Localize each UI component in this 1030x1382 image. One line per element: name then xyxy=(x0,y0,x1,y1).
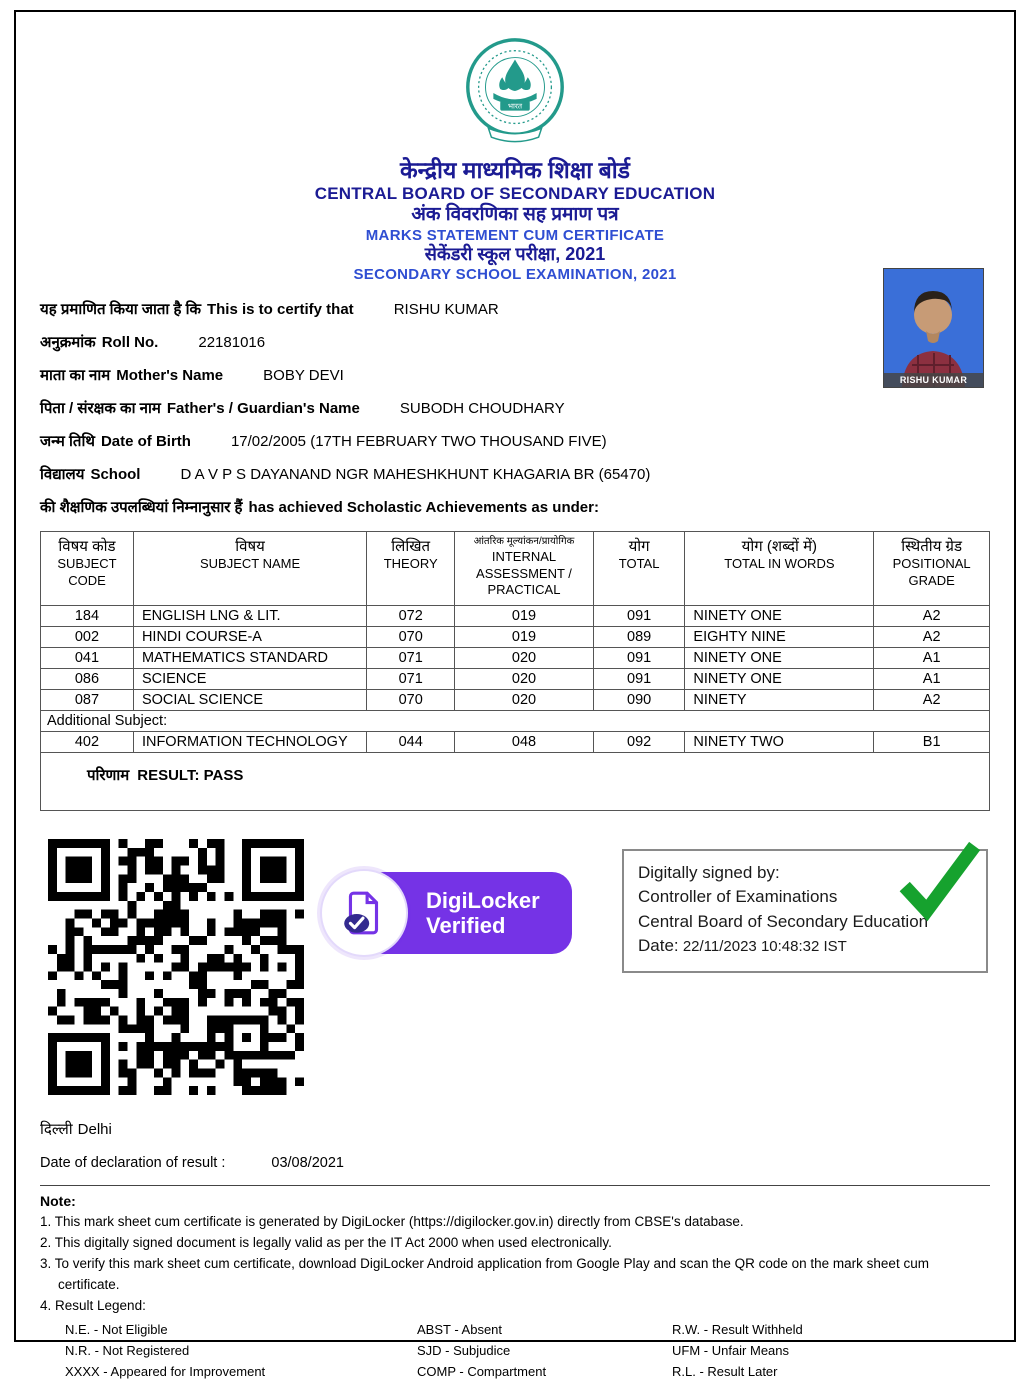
header-internal: आंतरिक मूल्यांकन/प्रायोगिक INTERNAL ASSESSMENT / PRACTICAL xyxy=(455,532,594,606)
total-cell: 091 xyxy=(593,648,685,669)
table-row xyxy=(41,690,990,711)
place-line xyxy=(40,1119,990,1139)
school-label-english: School xyxy=(90,466,141,484)
internal-cell: 020 xyxy=(455,648,594,669)
roll-label-english: Roll No. xyxy=(101,334,159,352)
grade-cell: B1 xyxy=(874,732,990,753)
total-cell: 092 xyxy=(593,732,685,753)
total-words-cell: NINETY TWO xyxy=(685,732,874,753)
note-item: 3. To verify this mark sheet cum certificate, download DigiLocker Android application from Google Play and scan the QR code on the mark sheet cum certificate. xyxy=(40,1256,929,1293)
result-legend xyxy=(65,1319,990,1382)
mother-label-english: Mother's Name xyxy=(116,367,224,385)
theory-cell: 070 xyxy=(367,627,455,648)
subject-code-cell: 041 xyxy=(41,648,134,669)
achievement-row xyxy=(40,497,990,517)
legend-column-3 xyxy=(672,1319,803,1382)
signer-title: Controller of Examinations xyxy=(638,887,838,907)
legend-item: N.E. - Not Eligible xyxy=(65,1321,168,1337)
school-row xyxy=(40,464,990,484)
father-label-english: Father's / Guardian's Name xyxy=(166,400,360,418)
header-subject-name: विषय SUBJECT NAME xyxy=(133,532,366,606)
digilocker-badge-line1: DigiLocker xyxy=(426,888,540,914)
subject-name-cell: HINDI COURSE-A xyxy=(133,627,366,648)
father-label-hindi: पिता / संरक्षक का नाम xyxy=(40,400,161,418)
certify-label-hindi: यह प्रमाणित किया जाता है कि xyxy=(40,301,201,319)
header-total: योग TOTAL xyxy=(593,532,685,606)
header-grade: स्थितीय ग्रेड POSITIONAL GRADE xyxy=(874,532,990,606)
internal-cell: 020 xyxy=(455,669,594,690)
student-name-value: RISHU KUMAR xyxy=(393,301,499,319)
place-hindi: दिल्ली xyxy=(40,1121,73,1139)
roll-row xyxy=(40,332,990,352)
table-row xyxy=(41,648,990,669)
subject-name-cell: SOCIAL SCIENCE xyxy=(133,690,366,711)
subject-name-cell: MATHEMATICS STANDARD xyxy=(133,648,366,669)
subject-code-cell: 402 xyxy=(41,732,134,753)
internal-cell: 019 xyxy=(455,606,594,627)
declaration-date-value: 03/08/2021 xyxy=(271,1155,344,1172)
digilocker-verified-badge xyxy=(320,869,572,957)
subject-code-cell: 086 xyxy=(41,669,134,690)
signer-org: Central Board of Secondary Education xyxy=(638,911,929,931)
student-photo xyxy=(883,268,984,388)
grade-cell: A1 xyxy=(874,648,990,669)
dob-label-english: Date of Birth xyxy=(100,433,191,451)
legend-item: R.W. - Result Withheld xyxy=(672,1321,803,1337)
grade-cell: A2 xyxy=(874,627,990,648)
qr-code xyxy=(48,839,304,1095)
theory-cell: 072 xyxy=(367,606,455,627)
school-label-hindi: विद्यालय xyxy=(40,466,85,484)
header-subject-code: विषय कोड SUBJECT CODE xyxy=(41,532,134,606)
certify-label-english: This is to certify that xyxy=(206,301,354,319)
total-cell: 091 xyxy=(593,669,685,690)
result-row xyxy=(41,753,990,811)
subject-code-cell: 184 xyxy=(41,606,134,627)
subject-code-cell: 002 xyxy=(41,627,134,648)
sign-date-value: 22/11/2023 10:48:32 IST xyxy=(682,937,847,955)
student-details xyxy=(40,299,990,517)
exam-title-hindi: सेकेंडरी स्कूल परीक्षा, 2021 xyxy=(424,244,606,265)
signature-valid-check-icon xyxy=(890,835,982,932)
sign-date-label: Date: xyxy=(638,935,679,955)
table-row xyxy=(41,732,990,753)
digilocker-badge-line2: Verified xyxy=(426,913,506,939)
note-item: 4. Result Legend: xyxy=(40,1298,146,1314)
dob-value: 17/02/2005 (17TH FEBRUARY TWO THOUSAND FIVE) xyxy=(230,433,607,451)
internal-cell: 048 xyxy=(455,732,594,753)
total-cell: 091 xyxy=(593,606,685,627)
roll-number-value: 22181016 xyxy=(198,334,266,352)
mother-label-hindi: माता का नाम xyxy=(40,367,111,385)
achievement-label-hindi: की शैक्षणिक उपलब्धियां निम्नानुसार हैं xyxy=(40,499,243,517)
legend-item: COMP - Compartment xyxy=(417,1364,547,1380)
dob-row xyxy=(40,431,990,451)
subject-name-cell: SCIENCE xyxy=(133,669,366,690)
total-words-cell: NINETY ONE xyxy=(685,606,874,627)
legend-column-2 xyxy=(417,1319,672,1382)
note-item: 1. This mark sheet cum certificate is generated by DigiLocker (https://digilocker.gov.in) directly from CBSE's database. xyxy=(40,1214,744,1230)
grade-cell: A2 xyxy=(874,606,990,627)
table-header-row xyxy=(41,532,990,606)
additional-subject-label: Additional Subject: xyxy=(41,711,990,732)
legend-item: N.R. - Not Registered xyxy=(65,1343,190,1359)
father-row xyxy=(40,398,990,418)
doc-title-hindi: अंक विवरणिका सह प्रमाण पत्र xyxy=(411,204,619,226)
table-row xyxy=(41,627,990,648)
legend-item: R.L. - Result Later xyxy=(672,1364,778,1380)
mother-row xyxy=(40,365,990,385)
total-words-cell: NINETY xyxy=(685,690,874,711)
digilocker-doc-icon xyxy=(320,869,408,957)
achievement-label-english: has achieved Scholastic Achievements as under: xyxy=(248,499,599,517)
subject-code-cell: 087 xyxy=(41,690,134,711)
additional-subject-label-row xyxy=(41,711,990,732)
note-title: Note: xyxy=(40,1193,76,1210)
digital-signature-box xyxy=(622,849,988,973)
result-label-hindi: परिणाम xyxy=(87,767,130,785)
legend-item: XXXX - Appeared for Improvement xyxy=(65,1364,266,1380)
internal-cell: 020 xyxy=(455,690,594,711)
total-words-cell: NINETY ONE xyxy=(685,648,874,669)
legend-item: ABST - Absent xyxy=(417,1321,503,1337)
father-name-value: SUBODH CHOUDHARY xyxy=(399,400,565,418)
page-frame xyxy=(14,10,1016,1380)
mother-name-value: BOBY DEVI xyxy=(263,367,344,385)
legend-column-1 xyxy=(65,1319,417,1382)
total-cell: 089 xyxy=(593,627,685,648)
roll-label-hindi: अनुक्रमांक xyxy=(40,334,96,352)
header-theory: लिखित THEORY xyxy=(367,532,455,606)
cbse-logo-icon xyxy=(456,32,574,155)
doc-title-english: MARKS STATEMENT CUM CERTIFICATE xyxy=(365,226,665,244)
theory-cell: 044 xyxy=(367,732,455,753)
declaration-row xyxy=(40,1155,990,1171)
theory-cell: 071 xyxy=(367,669,455,690)
dob-label-hindi: जन्म तिथि xyxy=(40,433,95,451)
subject-name-cell: INFORMATION TECHNOLOGY xyxy=(133,732,366,753)
verification-section xyxy=(40,839,990,1107)
grade-cell: A1 xyxy=(874,669,990,690)
table-row xyxy=(41,606,990,627)
school-value: D A V P S DAYANAND NGR MAHESHKHUNT KHAGARIA BR (65470) xyxy=(180,466,651,484)
internal-cell: 019 xyxy=(455,627,594,648)
marks-table xyxy=(40,531,990,811)
board-name-hindi: केन्द्रीय माध्यमिक शिक्षा बोर्ड xyxy=(400,157,630,183)
note-item: 2. This digitally signed document is legally valid as per the IT Act 2000 when used electronically. xyxy=(40,1235,612,1251)
signed-by-label: Digitally signed by: xyxy=(638,863,780,883)
certificate-header xyxy=(40,32,990,283)
grade-cell: A2 xyxy=(874,690,990,711)
theory-cell: 071 xyxy=(367,648,455,669)
board-name-english: CENTRAL BOARD OF SECONDARY EDUCATION xyxy=(314,184,716,204)
legend-item: UFM - Unfair Means xyxy=(672,1343,790,1359)
exam-title-english: SECONDARY SCHOOL EXAMINATION, 2021 xyxy=(353,265,677,283)
legend-item: SJD - Subjudice xyxy=(417,1343,511,1359)
logo-emblem-text: भारत xyxy=(507,101,523,111)
total-words-cell: NINETY ONE xyxy=(685,669,874,690)
header-total-words: योग (शब्दों में) TOTAL IN WORDS xyxy=(685,532,874,606)
photo-caption: RISHU KUMAR xyxy=(884,373,983,387)
subject-name-cell: ENGLISH LNG & LIT. xyxy=(133,606,366,627)
declaration-label: Date of declaration of result : xyxy=(40,1155,226,1172)
theory-cell: 070 xyxy=(367,690,455,711)
place-english: Delhi xyxy=(77,1121,112,1139)
certify-row xyxy=(40,299,990,319)
result-value: RESULT: PASS xyxy=(137,767,244,785)
total-words-cell: EIGHTY NINE xyxy=(685,627,874,648)
notes-section xyxy=(40,1185,990,1382)
total-cell: 090 xyxy=(593,690,685,711)
table-row xyxy=(41,669,990,690)
